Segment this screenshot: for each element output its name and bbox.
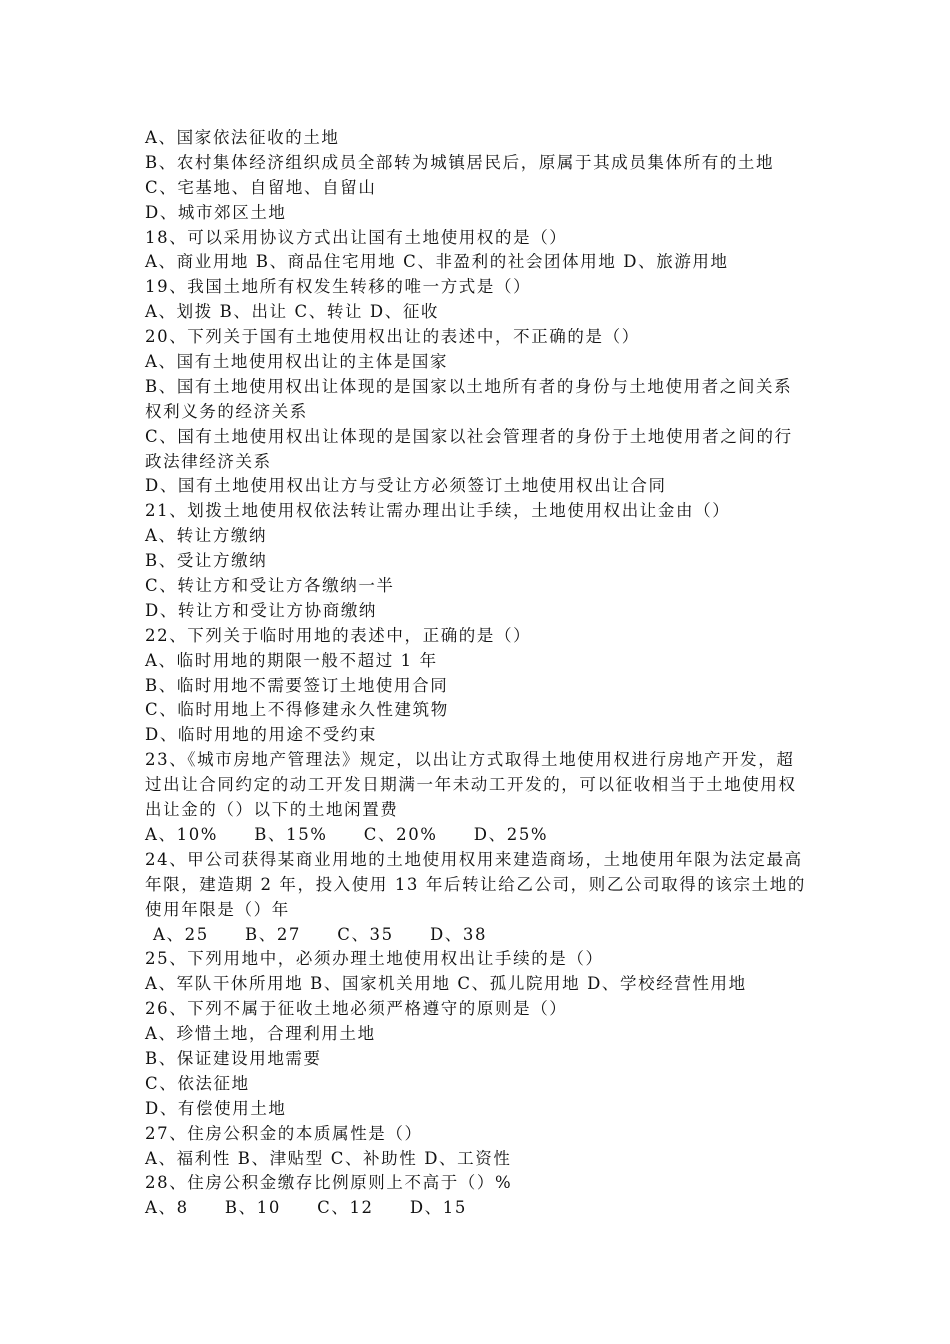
question-18: 18、可以采用协议方式出让国有土地使用权的是（）	[145, 227, 568, 247]
question-28: 28、住房公积金缴存比例原则上不高于（）%	[145, 1173, 513, 1193]
text-line: A、国家依法征收的土地	[145, 128, 340, 147]
text-line: 政法律经济关系	[145, 451, 272, 471]
question-26: 26、下列不属于征收土地必须严格遵守的原则是（）	[145, 999, 568, 1019]
text-line: A、珍惜土地，合理利用土地	[145, 1024, 376, 1044]
question-20: 20、下列关于国有土地使用权出让的表述中，不正确的是（）	[145, 327, 640, 347]
text-line: B、临时用地不需要签订土地使用合同	[145, 675, 449, 695]
text-line: C、临时用地上不得修建永久性建筑物	[145, 700, 449, 720]
question-22: 22、下列关于临时用地的表述中，正确的是（）	[145, 625, 532, 645]
text-line: A、临时用地的期限一般不超过 1 年	[145, 650, 438, 670]
text-line: D、临时用地的用途不受约束	[145, 725, 378, 745]
text-line: D、转让方和受让方协商缴纳	[145, 600, 378, 620]
text-line: C、依法征地	[145, 1073, 250, 1093]
question-24: 24、甲公司获得某商业用地的土地使用权用来建造商场，土地使用年限为法定最高	[145, 849, 803, 869]
text-line: D、城市郊区土地	[145, 202, 287, 222]
question-19: 19、我国土地所有权发生转移的唯一方式是（）	[145, 277, 532, 297]
question-27: 27、住房公积金的本质属性是（）	[145, 1123, 423, 1143]
text-line: B、受让方缴纳	[145, 551, 268, 571]
text-line: C、转让方和受让方各缴纳一半	[145, 576, 395, 596]
question-23: 23、《城市房地产管理法》规定，以出让方式取得土地使用权进行房地产开发，超	[145, 750, 795, 770]
text-line: A、8 B、10 C、12 D、15	[145, 1198, 467, 1218]
text-line: A、10% B、15% C、20% D、25%	[145, 824, 549, 844]
text-line: 过出让合同约定的动工开发日期满一年未动工开发的，可以征收相当于土地使用权	[145, 775, 797, 795]
text-line: A、国有土地使用权出让的主体是国家	[145, 352, 449, 372]
text-line: B、保证建设用地需要	[145, 1048, 322, 1068]
text-line: C、国有土地使用权出让体现的是国家以社会管理者的身份于土地使用者之间的行	[145, 426, 793, 446]
text-line: A、25 B、27 C、35 D、38	[153, 924, 488, 944]
text-line: A、军队干休所用地 B、国家机关用地 C、孤儿院用地 D、学校经营性用地	[145, 974, 747, 994]
text-line: 出让金的（）以下的土地闲置费	[145, 800, 399, 820]
text-line: A、转让方缴纳	[145, 526, 268, 546]
text-line: B、农村集体经济组织成员全部转为城镇居民后，原属于其成员集体所有的土地	[145, 152, 775, 172]
text-line: A、划拨 B、出让 C、转让 D、征收	[145, 302, 440, 322]
text-line: 年限，建造期 2 年，投入使用 13 年后转让给乙公司，则乙公司取得的该宗土地的	[145, 874, 806, 894]
text-line: A、商业用地 B、商品住宅用地 C、非盈利的社会团体用地 D、旅游用地	[145, 252, 729, 272]
text-line: D、国有土地使用权出让方与受让方必须签订土地使用权出让合同	[145, 476, 667, 496]
question-21: 21、划拨土地使用权依法转让需办理出让手续，土地使用权出让金由（）	[145, 501, 731, 521]
text-line: 权利义务的经济关系	[145, 401, 308, 421]
text-line: A、福利性 B、津贴型 C、补助性 D、工资性	[145, 1148, 512, 1168]
text-line: D、有偿使用土地	[145, 1098, 287, 1118]
document-body	[145, 126, 855, 1221]
text-line: C、宅基地、自留地、自留山	[145, 177, 377, 197]
text-line: B、国有土地使用权出让体现的是国家以土地所有者的身份与土地使用者之间关系	[145, 376, 793, 396]
question-25: 25、下列用地中，必须办理土地使用权出让手续的是（）	[145, 949, 604, 969]
text-line: 使用年限是（）年	[145, 899, 290, 919]
